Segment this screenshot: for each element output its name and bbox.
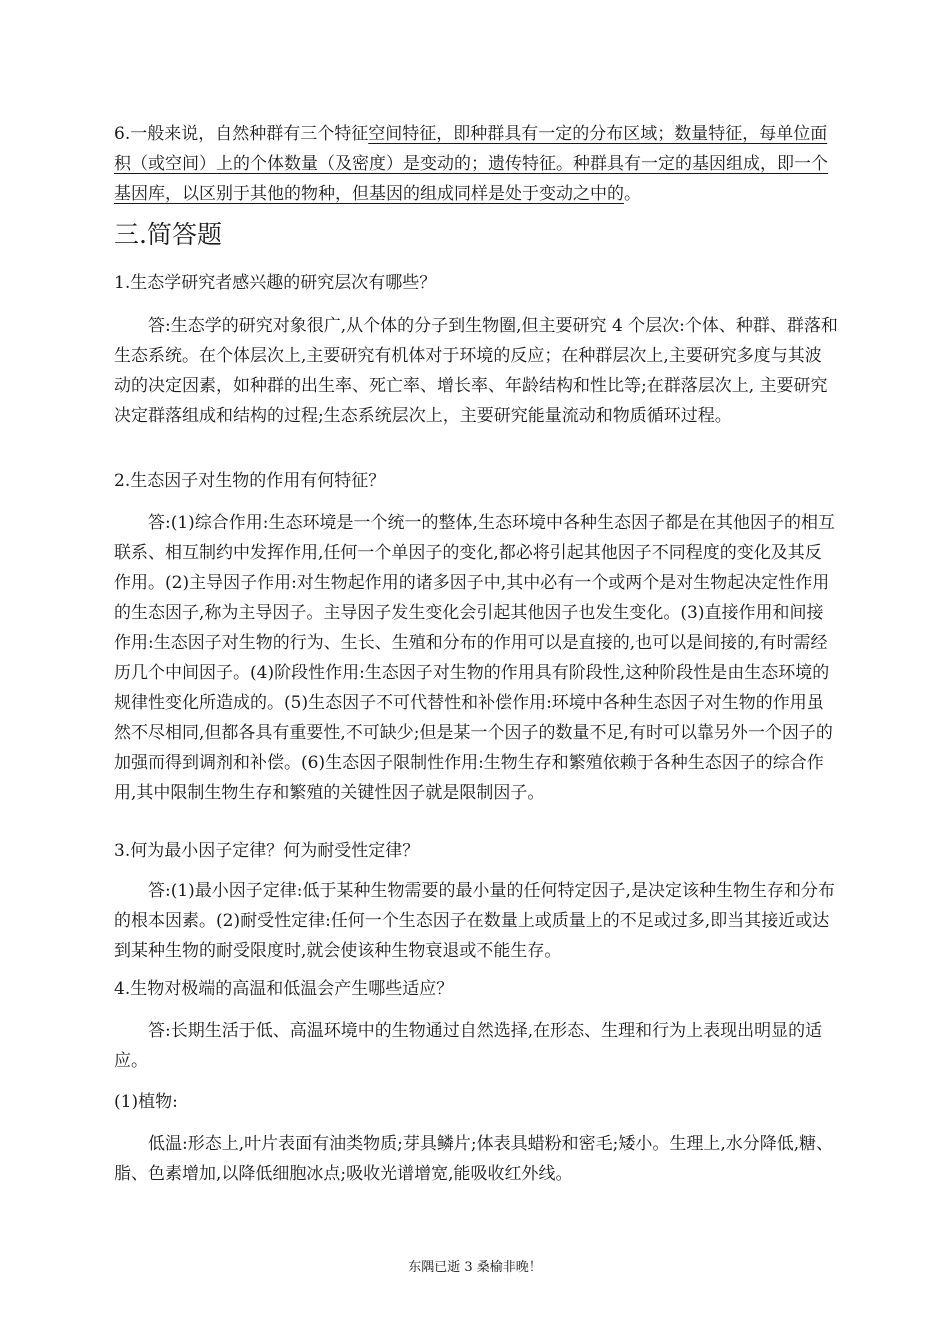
answer-4-subheading: (1)植物:	[114, 1092, 178, 1112]
answer-1: 答:生态学的研究对象很广,从个体的分子到生物圈,但主要研究 4 个层次:个体、种群、群落和生态系统。在个体层次上,主要研究有机体对于环境的反应；在种群层次上,主要研究多度与其波动的决定因素，如种群的出生率、死亡率、增长率、年龄结构和性比等;在群落层次上, 主要研究决定群落组成和结构的过程;生态系统层次上，主要研究能量流动和物质循环过程。	[114, 316, 838, 426]
answer-4: 答:长期生活于低、高温环境中的生物通过自然选择,在形态、生理和行为上表现出明显的适应。	[114, 1021, 823, 1071]
question-4: 4.生物对极端的高温和低温会产生哪些适应？	[114, 979, 454, 999]
item-6-lead: 6.一般来说，自然种群有三个特征	[114, 124, 369, 144]
item-6-tail: 。	[624, 184, 641, 204]
answer-4-subtext: 低温:形态上,叶片表面有油类物质;芽具鳞片;体表具蜡粉和密毛;矮小。生理上,水分降低,糖、脂、色素增加,以降低细胞冰点;吸收光谱增宽,能吸收红外线。	[114, 1134, 834, 1184]
item-6-underlined-text: 空间特征，即种群具有一定的分布区域；数量特征，每单位面积（或空间）上的个体数量（及密度）是变动的；遗传特征。种群具有一定的基因组成，即一个基因库，以区别于其他的物种，但基因的组成同样是处于变动之中的	[114, 124, 828, 204]
question-3: 3.何为最小因子定律？何为耐受性定律？	[114, 841, 420, 861]
question-1: 1.生态学研究者感兴趣的研究层次有哪些？	[114, 273, 437, 293]
question-2: 2.生态因子对生物的作用有何特征？	[114, 471, 386, 491]
answer-3: 答:(1)最小因子定律:低于某种生物需要的最小量的任何特定因子,是决定该种生物生存和分布的根本因素。(2)耐受性定律:任何一个生态因子在数量上或质量上的不足或过多,即当其接近或达到某种生物的耐受限度时,就会使该种生物衰退或不能生存。	[114, 881, 835, 961]
section-title: 三.简答题	[114, 220, 222, 249]
answer-2: 答:(1)综合作用:生态环境是一个统一的整体,生态环境中各种生态因子都是在其他因子的相互联系、相互制约中发挥作用,任何一个单因子的变化,都必将引起其他因子不同程度的变化及其反作用。(2)主导因子作用:对生物起作用的诸多因子中,其中必有一个或两个是对生物起决定性作用的生态因子,称为主导因子。主导因子发生变化会引起其他因子也发生变化。(3)直接作用和间接作用:生态因子对生物的行为、生长、生殖和分布的作用可以是直接的,也可以是间接的,有时需经历几个中间因子。(4)阶段性作用:生态因子对生物的作用具有阶段性,这种阶段性是由生态环境的规律性变化所造成的。(5)生态因子不可代替性和补偿作用:环境中各种生态因子对生物的作用虽然不尽相同,但都各具有重要性,不可缺少;但是某一个因子的数量不足,有时可以靠另外一个因子的加强而得到调剂和补偿。(6)生态因子限制性作用:生物生存和繁殖依赖于各种生态因子的综合作用,其中限制生物生存和繁殖的关键性因子就是限制因子。	[114, 513, 835, 803]
item-6-paragraph	[114, 119, 838, 209]
page-footer: 东隅已逝 3 桑榆非晚！	[408, 1260, 542, 1275]
